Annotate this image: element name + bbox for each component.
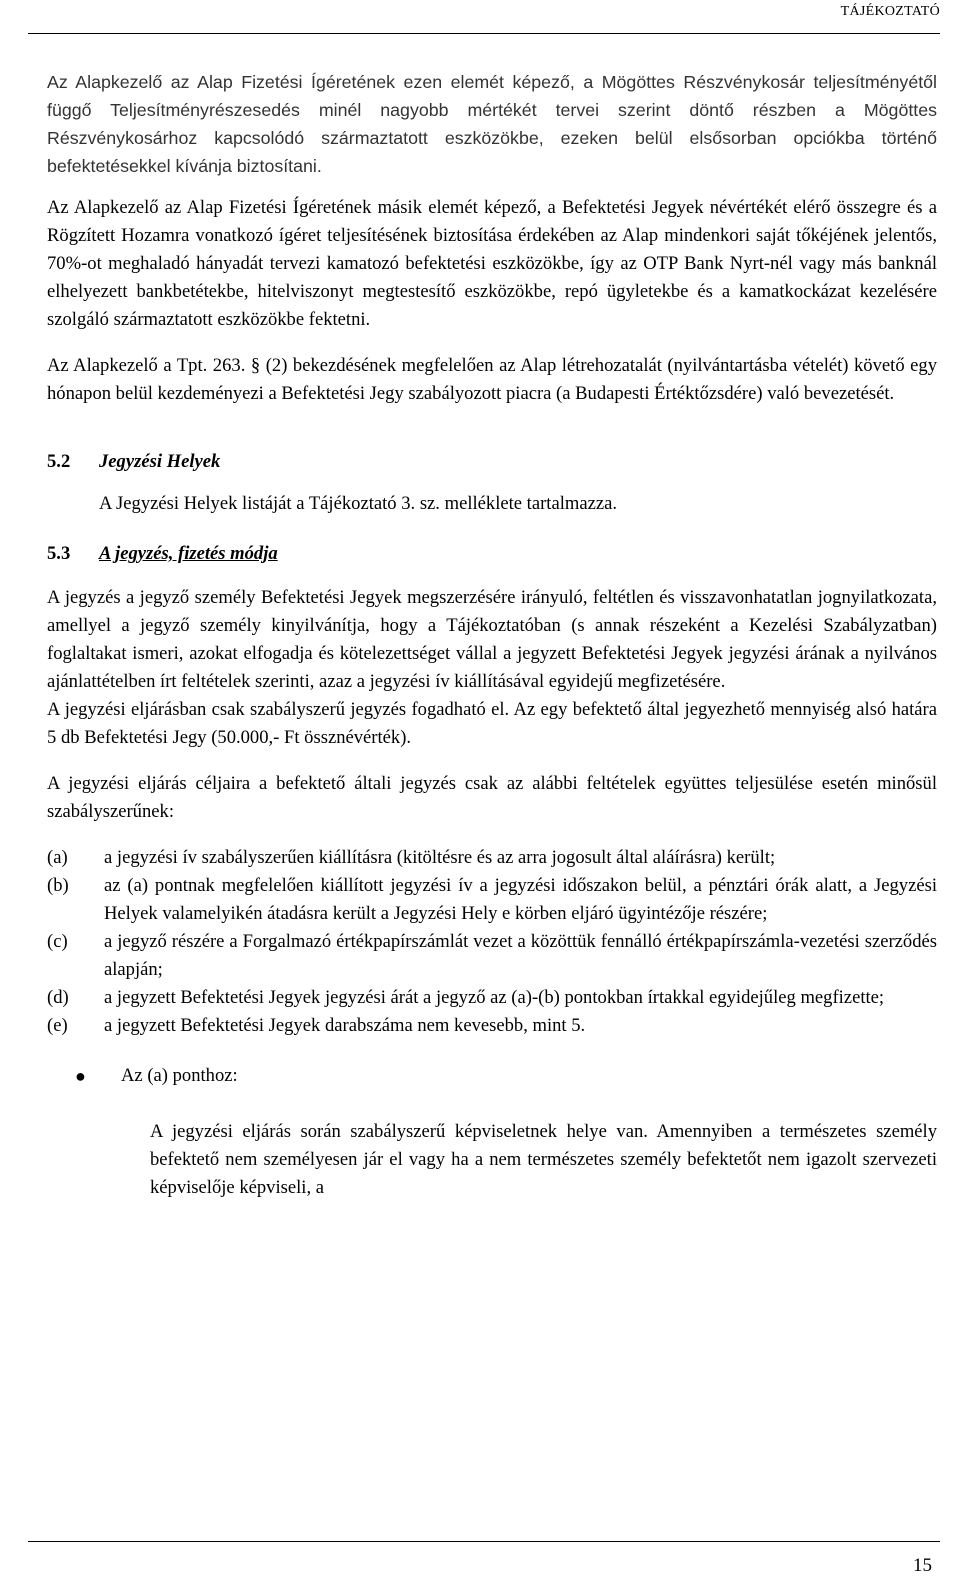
document-body — [47, 68, 937, 1202]
paragraph-2: Az Alapkezelő az Alap Fizetési Ígéretének másik elemét képező, a Befektetési Jegyek névértékét elérő összegre és a Rögzített Hozamra vonatkozó ígéret teljesítésének biztosítása érdekében az Alap mindenkori saját tőkéjének jelentős, 70%-ot meghaladó hányadát tervezi kamatozó befektetési eszközökbe, így az OTP Bank Nyrt-nél vagy más banknál elhelyezett bankbetétekbe, hitelviszonyt megtestesítő eszközökbe, repó ügyletekbe és a kamatkockázat kezelésére szolgáló származtatott eszközökbe fektetni. — [47, 197, 937, 330]
list-item-text: a jegyzési ív szabályszerűen kiállításra (kitöltésre és az arra jogosult által aláírásra) került; — [104, 847, 776, 868]
list-item-label: (d) — [47, 987, 69, 1008]
footer-divider — [28, 1541, 940, 1542]
list-item — [47, 928, 937, 984]
section-number: 5.2 — [47, 451, 71, 472]
bullet-text: Az (a) ponthoz: — [121, 1065, 238, 1086]
section-title: Jegyzési Helyek — [99, 451, 221, 472]
list-item — [47, 872, 937, 928]
list-item-label: (a) — [47, 847, 68, 868]
page-number: 15 — [913, 1555, 932, 1576]
conditions-list — [47, 844, 937, 1040]
list-item-label: (e) — [47, 1015, 68, 1036]
section-5-3-paragraph-1: A jegyzés a jegyző személy Befektetési Jegyek megszerzésére irányuló, feltétlen és visszavonhatatlan jognyilatkozata, amellyel a jegyző személy kinyilvánítja, hogy a Tájékoztatóban (s annak részeként a Kezelési Szabályzatban) foglaltakat ismeri, azokat elfogadja és kötelezettséget vállal a jegyzett Befektetési Jegyek jegyzési árának a nyilvános ajánlattételben írt feltételek szerinti, azaz a jegyzési ív kiállításával egyidejű megfizetésére. — [47, 587, 937, 692]
section-5-3-heading — [47, 540, 937, 568]
section-number: 5.3 — [47, 543, 71, 564]
list-item-label: (b) — [47, 875, 69, 896]
section-5-3-paragraph-2: A jegyzési eljárásban csak szabályszerű jegyzés fogadható el. Az egy befektető által jegyezhető mennyiség alsó határa 5 db Befektetési Jegy (50.000,- Ft össznévérték). — [47, 699, 937, 748]
section-5-2-body: A Jegyzési Helyek listáját a Tájékoztató 3. sz. melléklete tartalmazza. — [99, 493, 618, 514]
list-item — [47, 1012, 937, 1040]
list-item — [47, 984, 937, 1012]
list-item-text: a jegyzett Befektetési Jegyek jegyzési árát a jegyző az (a)-(b) pontokban írtakkal egyidejűleg megfizette; — [104, 987, 885, 1008]
bullet-item — [75, 1062, 937, 1090]
paragraph-1: Az Alapkezelő az Alap Fizetési Ígéretének ezen elemét képező, a Mögöttes Részvénykosár teljesítményétől függő Teljesítményrészesedés minél nagyobb mértékét tervei szerint döntő részben a Mögöttes Részvénykosárhoz kapcsolódó származtatott eszközökbe, ezeken belül elsősorban opciókba történő befektetésekkel kívánja biztosítani. — [47, 72, 937, 176]
list-item-label: (c) — [47, 931, 68, 952]
section-title: A jegyzés, fizetés módja — [99, 543, 278, 564]
list-item — [47, 844, 937, 872]
section-5-3-paragraph-3: A jegyzési eljárás céljaira a befektető általi jegyzés csak az alábbi feltételek együttes teljesülése esetén minősül szabályszerűnek: — [47, 773, 937, 822]
bullet-icon: ● — [75, 1066, 86, 1086]
section-5-2-heading — [47, 448, 937, 476]
list-item-text: a jegyzett Befektetési Jegyek darabszáma nem kevesebb, mint 5. — [104, 1015, 586, 1036]
list-item-text: a jegyző részére a Forgalmazó értékpapírszámlát vezet a közöttük fennálló értékpapírszámla-vezetési szerződés alapján; — [104, 931, 937, 980]
list-item-text: az (a) pontnak megfelelően kiállított jegyzési ív a jegyzési időszakon belül, a pénztári órák alatt, a Jegyzési Helyek valamelyikén átadásra került a Jegyzési Hely e körben eljáró ügyintézője részére; — [104, 875, 937, 924]
paragraph-3: Az Alapkezelő a Tpt. 263. § (2) bekezdésének megfelelően az Alap létrehozatalát (nyilvántartásba vételét) követő egy hónapon belül kezdeményezi a Befektetési Jegy szabályozott piacra (a Budapesti Értéktőzsdére) való bevezetését. — [47, 355, 937, 404]
bullet-subparagraph: A jegyzési eljárás során szabályszerű képviseletnek helye van. Amennyiben a természetes személy befektető nem személyesen jár el vagy ha a nem természetes személy befektetőt nem igazolt szervezeti képviselője képviseli, a — [150, 1121, 937, 1198]
header-divider — [28, 33, 940, 34]
document-header-label: TÁJÉKOZTATÓ — [840, 4, 940, 19]
